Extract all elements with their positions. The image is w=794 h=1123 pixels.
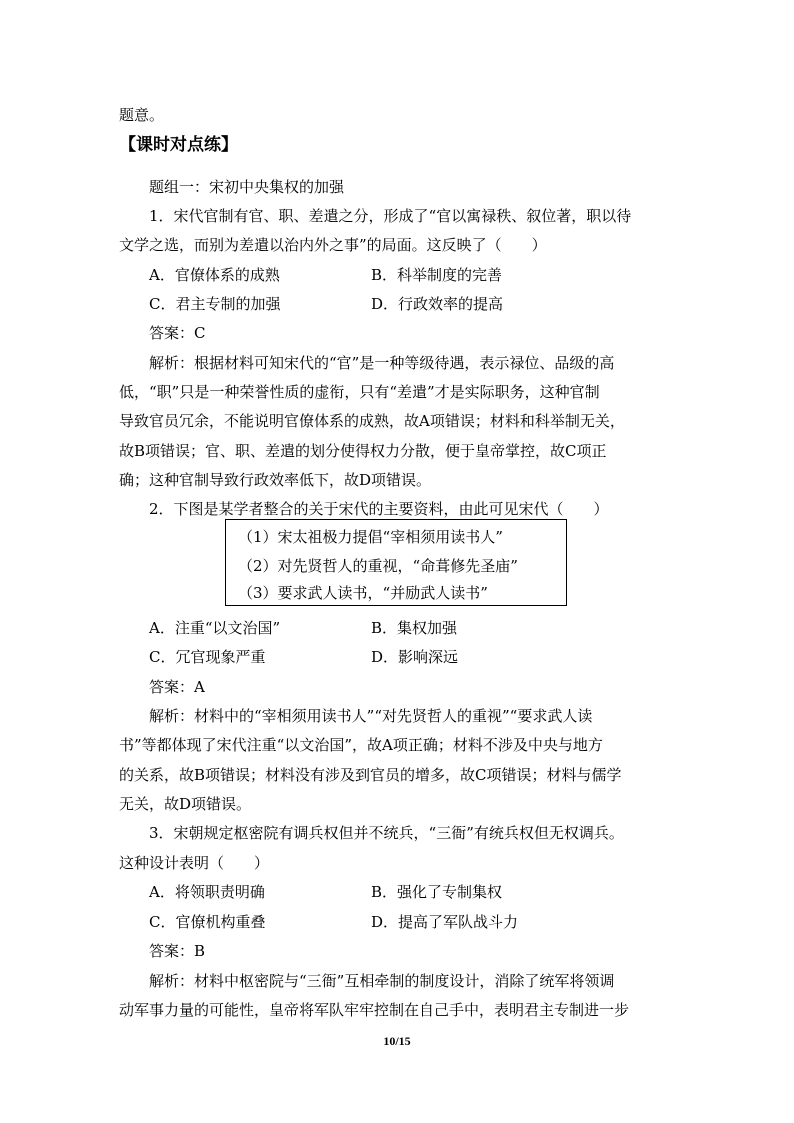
q3-explanation-line-1: 解析：材料中枢密院与“三衙”互相牵制的制度设计，消除了统军将领调	[149, 972, 615, 990]
q1-option-d: D．行政效率的提高	[371, 295, 504, 313]
q2-option-b: B．集权加强	[371, 619, 458, 637]
q3-stem-line-1: 3．宋朝规定枢密院有调兵权但并不统兵，“三衙”有统兵权但无权调兵。	[149, 824, 624, 842]
prev-tail-text: 题意。	[119, 106, 165, 124]
group-title: 题组一：宋初中央集权的加强	[149, 178, 345, 196]
page-number: 10/15	[383, 1034, 411, 1048]
q1-explanation-line-5: 确；这种官制导致行政效率低下，故D项错误。	[119, 471, 432, 489]
q2-option-d: D．影响深远	[371, 648, 459, 666]
q2-option-c: C．冗官现象严重	[149, 648, 266, 666]
q2-answer: 答案：A	[149, 678, 205, 696]
q3-option-b: B．强化了专制集权	[371, 883, 503, 901]
q1-option-b: B．科举制度的完善	[371, 266, 503, 284]
q1-explanation-line-3: 导致官员冗余，不能说明官僚体系的成熟，故A项错误；材料和科举制无关，	[119, 412, 625, 430]
q1-explanation-line-2: 低，“职”只是一种荣誉性质的虚衔，只有“差遣”才是实际职务，这种官制	[119, 383, 600, 401]
q3-explanation-line-2: 动军事力量的可能性，皇帝将军队牢牢控制在自己手中，表明君主专制进一步	[119, 1001, 630, 1019]
q1-option-a: A．官僚体系的成熟	[149, 266, 280, 284]
q3-answer: 答案：B	[149, 942, 206, 960]
q1-explanation-line-4: 故B项错误；官、职、差遣的划分使得权力分散，便于皇帝掌控，故C项正	[119, 442, 607, 460]
q3-option-d: D．提高了军队战斗力	[371, 913, 519, 931]
q2-material-box	[225, 519, 567, 606]
q2-material-line-2: （2）对先贤哲人的重视，“命葺修先圣庙”	[238, 557, 518, 575]
q3-option-c: C．官僚机构重叠	[149, 913, 266, 931]
q1-explanation-line-1: 解析：根据材料可知宋代的“官”是一种等级待遇，表示禄位、品级的高	[149, 354, 615, 372]
q1-answer: 答案：C	[149, 324, 206, 342]
q1-option-c: C．君主专制的加强	[149, 295, 281, 313]
q2-material-line-3: （3）要求武人读书，“并励武人读书”	[238, 584, 488, 602]
section-title: 【课时对点练】	[119, 135, 238, 155]
q2-material-line-1: （1）宋太祖极力提倡“宰相须用读书人”	[238, 528, 503, 546]
q2-explanation-line-3: 的关系，故B项错误；材料没有涉及到官员的增多，故C项错误；材料与儒学	[119, 766, 622, 784]
q2-option-a: A．注重“以文治国”	[149, 619, 281, 637]
q2-explanation-line-2: 书”等都体现了宋代注重“以文治国”，故A项正确；材料不涉及中央与地方	[119, 736, 603, 754]
q3-option-a: A．将领职责明确	[149, 883, 265, 901]
q2-explanation-line-4: 无关，故D项错误。	[119, 795, 252, 813]
q2-explanation-line-1: 解析：材料中的“宰相须用读书人”“对先贤哲人的重视”“要求武人读	[149, 707, 593, 725]
q2-stem-line-1: 2．下图是某学者整合的关于宋代的主要资料，由此可见宋代（ ）	[149, 500, 609, 518]
q3-stem-line-2: 这种设计表明（ ）	[119, 854, 270, 872]
q1-stem-line-2: 文学之选，而别为差遣以治内外之事”的局面。这反映了（ ）	[119, 236, 547, 254]
q1-stem-line-1: 1．宋代官制有官、职、差遣之分，形成了“官以寓禄秩、叙位著，职以待	[149, 207, 632, 225]
